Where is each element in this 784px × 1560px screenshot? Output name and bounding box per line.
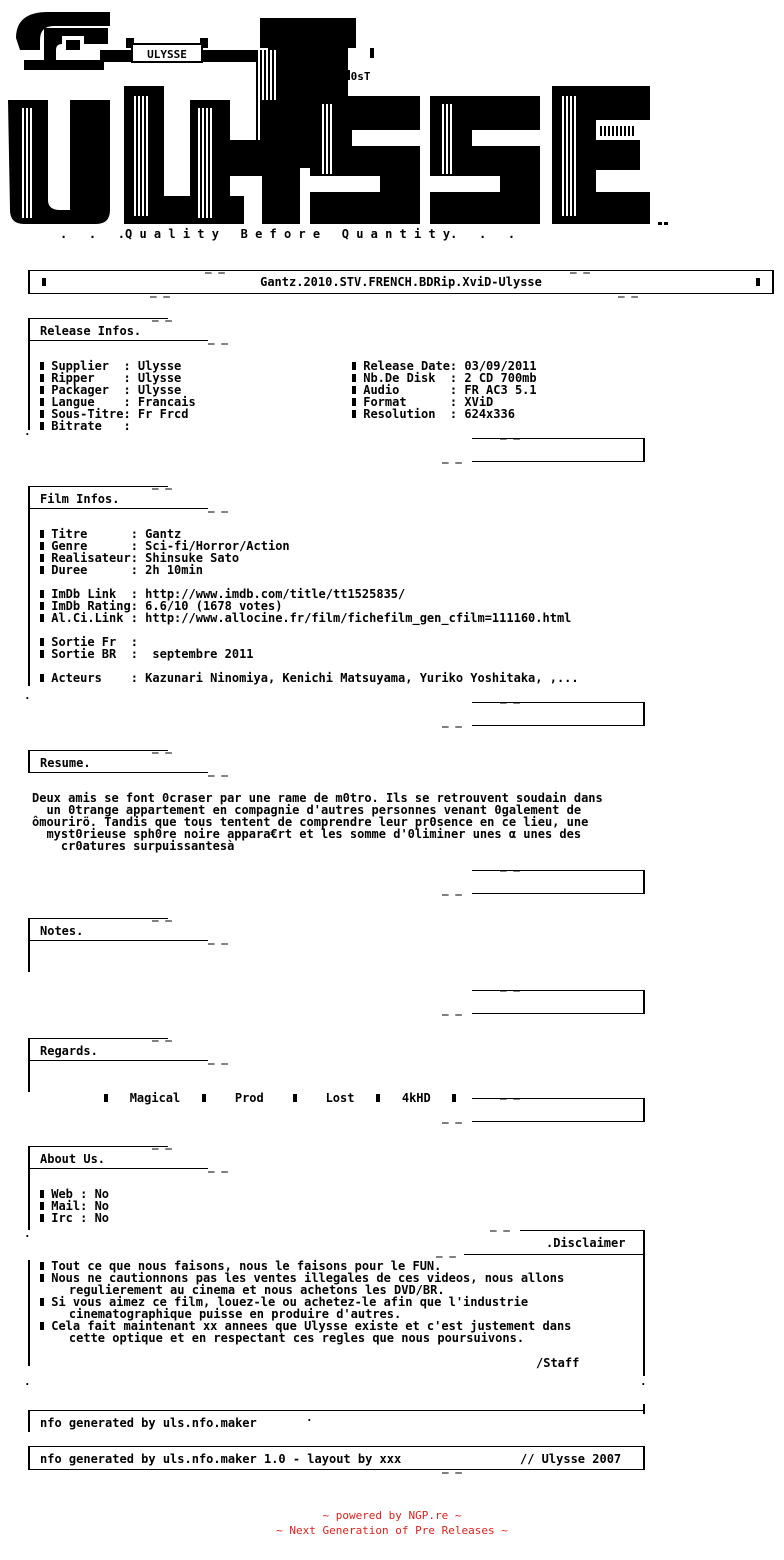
bullet-icon	[40, 674, 44, 682]
bullet-icon	[352, 410, 356, 418]
list-item: Resolution : 624x336	[352, 408, 537, 420]
footer-powered-by: ~ powered by NGP.re ~	[322, 1509, 462, 1522]
bullet-icon	[40, 566, 44, 574]
list-item: Packager : Ulysse	[40, 384, 196, 396]
list-item: Langue : Francais	[40, 396, 196, 408]
list-item-continuation: regulierement au cinema et nous achetons les DVD/BR.	[40, 1283, 445, 1297]
release-infos-right	[352, 360, 537, 420]
nfo-line-1: nfo generated by uls.nfo.maker	[40, 1416, 257, 1430]
list-item: Realisateur: Shinsuke Sato	[40, 552, 579, 564]
about-list	[40, 1188, 109, 1224]
bullet-icon	[40, 530, 44, 538]
list-item: Si vous aimez ce film, louez-le ou achetez-le afin que l'industrie	[40, 1296, 571, 1308]
release-title: Gantz.2010.STV.FRENCH.BDRip.XviD-Ulysse	[260, 275, 542, 289]
list-item: Al.Ci.Link : http://www.allocine.fr/film/fichefilm_gen_cfilm=111160.html	[40, 612, 579, 624]
bullet-icon	[40, 386, 44, 394]
bullet-icon	[40, 422, 44, 430]
list-item: Bitrate :	[40, 420, 196, 432]
logo-sub: F0sT	[344, 70, 371, 83]
regards-groups	[104, 1080, 456, 1104]
list-item: Web : No	[40, 1188, 109, 1200]
list-item: Mail: No	[40, 1200, 109, 1212]
bullet-icon	[40, 614, 44, 622]
block-marker	[756, 278, 760, 286]
bullet-icon	[40, 1202, 44, 1210]
list-item: Ripper : Ulysse	[40, 372, 196, 384]
list-item: Supplier : Ulysse	[40, 360, 196, 372]
bullet-icon	[40, 1190, 44, 1198]
svg-text:ULYSSE: ULYSSE	[147, 48, 187, 61]
notes-header: Notes.	[40, 924, 84, 938]
group-2: Prod	[234, 1091, 264, 1105]
list-item: Sortie Fr :	[40, 636, 579, 648]
block-marker	[104, 1094, 108, 1102]
bullet-icon	[40, 1262, 44, 1270]
list-item: Nb.De Disk : 2 CD 700mb	[352, 372, 537, 384]
resume-text: Deux amis se font 0craser par une rame de m0tro. Ils se retrouvent soudain dans un 0trange appartement en compagnie d'autres personnes venant 0galement de ômourirö. Tandis que tous tentent de comprendre leur pr0sence en ce lieu, une myst0rieuse sph0re noire appara€rt et les somme d'0liminer unes α unes des cr0atures surpuissantesà	[32, 791, 603, 853]
list-item: Format : XViD	[352, 396, 537, 408]
release-title-bar	[28, 270, 774, 294]
bullet-icon	[40, 638, 44, 646]
bullet-icon	[352, 362, 356, 370]
bullet-icon	[40, 590, 44, 598]
regards-header: Regards.	[40, 1044, 98, 1058]
bullet-icon	[40, 374, 44, 382]
list-item: Sortie BR : septembre 2011	[40, 648, 579, 660]
bullet-icon	[40, 554, 44, 562]
bullet-icon	[352, 398, 356, 406]
list-item: Genre : Sci-fi/Horror/Action	[40, 540, 579, 552]
release-infos-header: Release Infos.	[40, 324, 142, 338]
bullet-icon	[40, 1322, 44, 1330]
bullet-icon	[40, 650, 44, 658]
list-item: Duree : 2h 10min	[40, 564, 579, 576]
about-header: About Us.	[40, 1152, 106, 1166]
film-infos-header: Film Infos.	[40, 492, 120, 506]
list-item: ImDb Rating: 6.6/10 (1678 votes)	[40, 600, 579, 612]
bullet-icon	[40, 602, 44, 610]
list-item: Audio : FR AC3 5.1	[352, 384, 537, 396]
disclaimer-list	[40, 1260, 571, 1344]
resume-header: Resume.	[40, 756, 91, 770]
list-item: Acteurs : Kazunari Ninomiya, Kenichi Matsuyama, Yuriko Yoshitaka, ,...	[40, 672, 579, 684]
nfo-line-2: nfo generated by uls.nfo.maker 1.0 - layout by xxx	[40, 1452, 402, 1466]
group-4: 4kHD	[401, 1091, 431, 1105]
bullet-icon	[40, 1274, 44, 1282]
ulysse-ascii-logo	[0, 0, 784, 250]
list-item: ImDb Link : http://www.imdb.com/title/tt1525835/	[40, 588, 579, 600]
release-infos-left	[40, 360, 196, 432]
bullet-icon	[352, 386, 356, 394]
list-item-continuation: cette optique et en respectant ces regles que nous poursuivons.	[40, 1331, 525, 1345]
list-item: Tout ce que nous faisons, nous le faisons pour le FUN.	[40, 1260, 571, 1272]
slogan: . . .Q u a l i t y B e f o r e Q u a n t i t y. . .	[60, 227, 516, 241]
nfo-credit: // Ulysse 2007	[520, 1452, 622, 1466]
list-item: Cela fait maintenant xx annees que Ulysse existe et c'est justement dans	[40, 1320, 571, 1332]
bullet-icon	[40, 362, 44, 370]
footer-tagline: ~ Next Generation of Pre Releases ~	[276, 1524, 508, 1537]
list-item-continuation: cinematographique puisse en produire d'autres.	[40, 1307, 402, 1321]
bullet-icon	[40, 1298, 44, 1306]
list-item: Sous-Titre: Fr Frcd	[40, 408, 196, 420]
group-1: Magical	[129, 1091, 181, 1105]
bullet-icon	[40, 410, 44, 418]
disclaimer-sign: /Staff	[536, 1356, 580, 1370]
disclaimer-header: .Disclaimer	[546, 1236, 626, 1250]
bullet-icon	[40, 542, 44, 550]
bullet-icon	[352, 374, 356, 382]
bullet-icon	[40, 398, 44, 406]
list-item: Release Date: 03/09/2011	[352, 360, 537, 372]
bullet-icon	[40, 1214, 44, 1222]
list-item: Titre : Gantz	[40, 528, 579, 540]
film-infos-list	[40, 528, 579, 684]
logo-tag	[126, 38, 208, 62]
list-item: Nous ne cautionnons pas les ventes illegales de ces videos, nous allons	[40, 1272, 571, 1284]
list-item: Irc : No	[40, 1212, 109, 1224]
group-3: Lost	[325, 1091, 355, 1105]
